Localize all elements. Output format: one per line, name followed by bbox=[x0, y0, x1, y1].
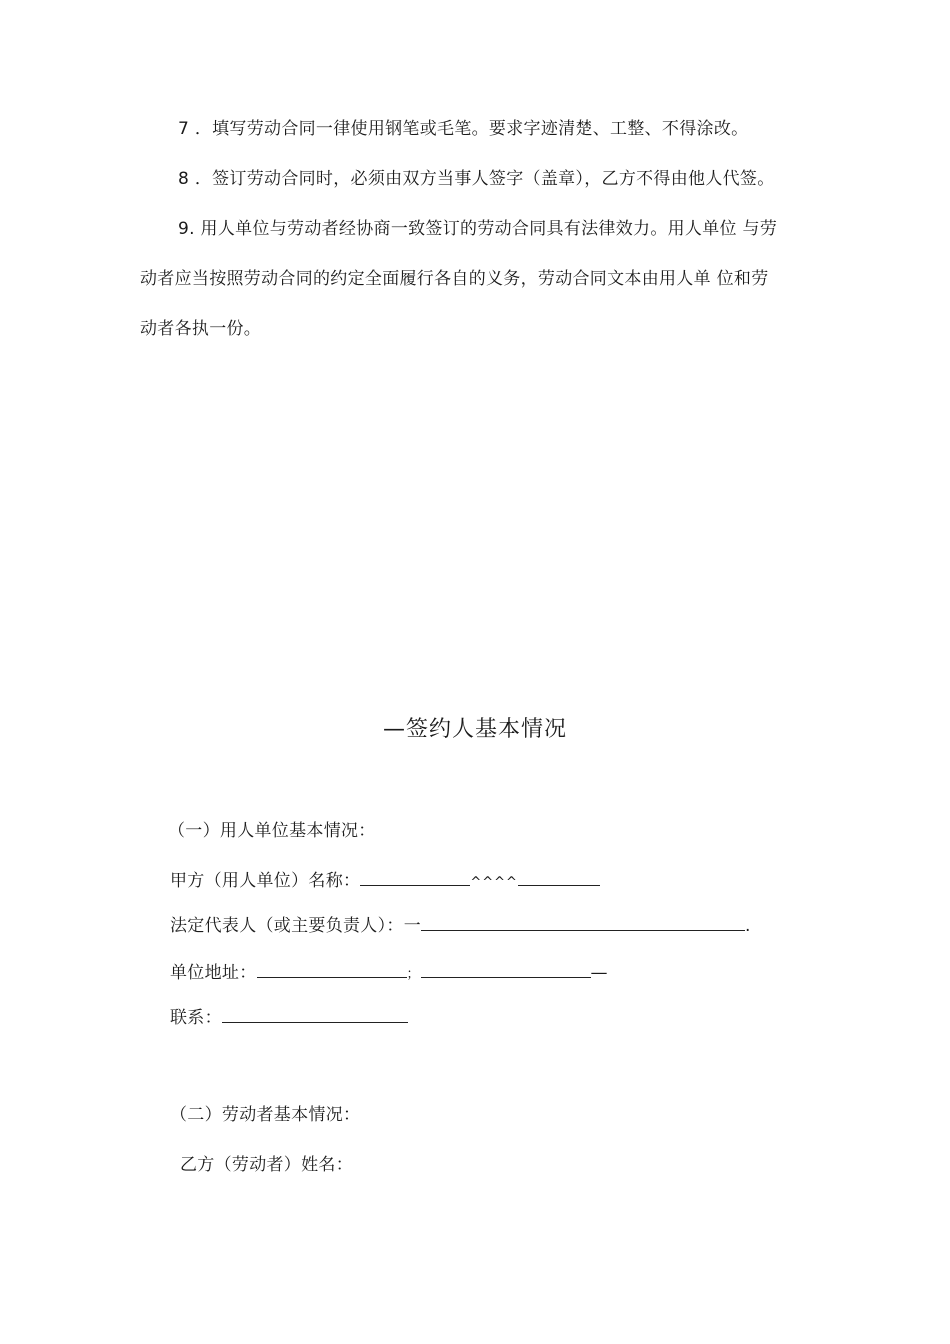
employer-address-sep: ； bbox=[406, 967, 421, 982]
note-item-9-line-1: 9. 用人单位与劳动者经协商一致签订的劳动合同具有法律效力。用人单位 与劳 bbox=[178, 219, 778, 239]
legal-rep-label: 法定代表人（或主要负责人）：一 bbox=[170, 916, 421, 936]
employee-name-label: 乙方（劳动者）姓名： bbox=[180, 1155, 353, 1175]
note-item-7: 7 ．填写劳动合同一律使用钢笔或毛笔。要求字迹清楚、工整、不得涂改。 bbox=[178, 119, 749, 139]
employer-name-blank-2[interactable] bbox=[518, 869, 600, 886]
employer-name-filler: ^^^^ bbox=[470, 875, 518, 890]
employer-contact-row bbox=[170, 1006, 408, 1029]
note-item-8: 8 ．签订劳动合同时，必须由双方当事人签字（盖章），乙方不得由他人代签。 bbox=[178, 169, 775, 189]
legal-rep-row bbox=[170, 914, 751, 937]
employer-address-blank-2[interactable] bbox=[421, 961, 591, 978]
employee-heading: （二）劳动者基本情况： bbox=[170, 1105, 361, 1125]
legal-rep-end: . bbox=[745, 916, 751, 936]
employer-address-label: 单位地址： bbox=[170, 963, 257, 983]
employer-name-blank[interactable] bbox=[360, 869, 470, 886]
employer-heading: （一）用人单位基本情况： bbox=[168, 821, 376, 841]
note-item-9-line-3: 动者各执一份。 bbox=[140, 319, 262, 339]
legal-rep-blank[interactable] bbox=[421, 914, 745, 931]
section-title: —签约人基本情况 bbox=[382, 717, 567, 742]
employer-address-row bbox=[170, 961, 608, 986]
employer-name-row bbox=[170, 869, 600, 894]
employer-address-blank[interactable] bbox=[257, 961, 407, 978]
employer-name-label: 甲方（用人单位）名称： bbox=[170, 871, 361, 891]
note-item-9-line-2: 动者应当按照劳动合同的约定全面履行各自的义务，劳动合同文本由用人单 位和劳 bbox=[140, 269, 769, 289]
employer-address-end: — bbox=[590, 963, 608, 983]
employer-contact-label: 联系： bbox=[170, 1008, 222, 1028]
employer-contact-blank[interactable] bbox=[222, 1006, 408, 1023]
